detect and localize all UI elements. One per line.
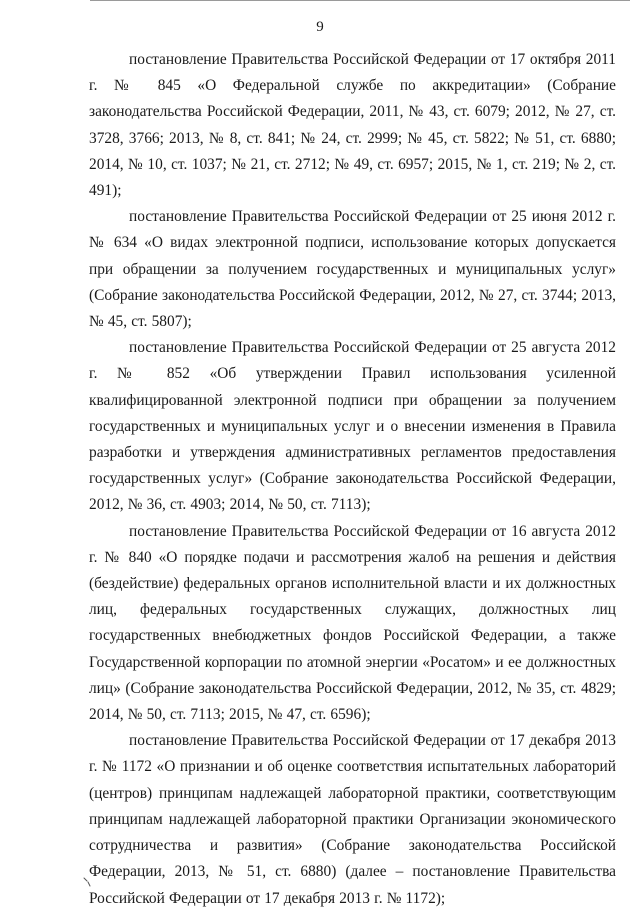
page-number: 9 [316, 19, 324, 35]
paragraph-decree-1172: постановление Правительства Российской Федерации от 17 декабря 2013 г. № 1172 «О признании и об оценке соответствия испытательных лабораторий (центров) принципам надлежащей лабораторной практики, соответствующим принципам надлежащей лабораторной практики Организации экономического сотрудничества и развития» (Собрание законодательства Российской Федерации, 2013, № 51, ст. 6880) (далее – постановление Правительства Российской Федерации от 17 декабря 2013 г. № 1172); [89, 732, 616, 907]
scan-mark [82, 876, 92, 890]
top-rule [90, 0, 630, 1]
paragraph-decree-852: постановление Правительства Российской Федерации от 25 августа 2012 г. № 852 «Об утверждении Правил использования усиленной квалифицированной электронной подписи при обращении за получением государственных и муниципальных услуг и о внесении изменения в Правила разработки и утверждения административных регламентов предоставления государственных услуг» (Собрание законодательства Российской Федерации, 2012, № 36, ст. 4903; 2014, № 50, ст. 7113); [89, 339, 616, 514]
document-body [89, 47, 616, 912]
paragraph-decree-634: постановление Правительства Российской Федерации от 25 июня 2012 г. № 634 «О видах электронной подписи, использование которых допускается при обращении за получением государственных и муниципальных услуг» (Собрание законодательства Российской Федерации, 2012, № 27, ст. 3744; 2013, № 45, ст. 5807); [89, 208, 616, 331]
paragraph-decree-840: постановление Правительства Российской Федерации от 16 августа 2012 г. № 840 «О порядке подачи и рассмотрения жалоб на решения и действия (бездействие) федеральных органов исполнительной власти и их должностных лиц, федеральных государственных служащих, должностных лиц государственных внебюджетных фондов Российской Федерации, а также Государственной корпорации по атомной энергии «Росатом» и ее должностных лиц» (Собрание законодательства Российской Федерации, 2012, № 35, ст. 4829; 2014, № 50, ст. 7113; 2015, № 47, ст. 6596); [89, 522, 616, 724]
paragraph-decree-845: постановление Правительства Российской Федерации от 17 октября 2011 г. № 845 «О Федеральной службе по аккредитации» (Собрание законодательства Российской Федерации, 2011, № 43, ст. 6079; 2012, № 27, ст. 3728, 3766; 2013, № 8, ст. 841; № 24, ст. 2999; № 45, ст. 5822; № 51, ст. 6880; 2014, № 10, ст. 1037; № 21, ст. 2712; № 49, ст. 6957; 2015, № 1, ст. 219; № 2, ст. 491); [89, 51, 616, 200]
